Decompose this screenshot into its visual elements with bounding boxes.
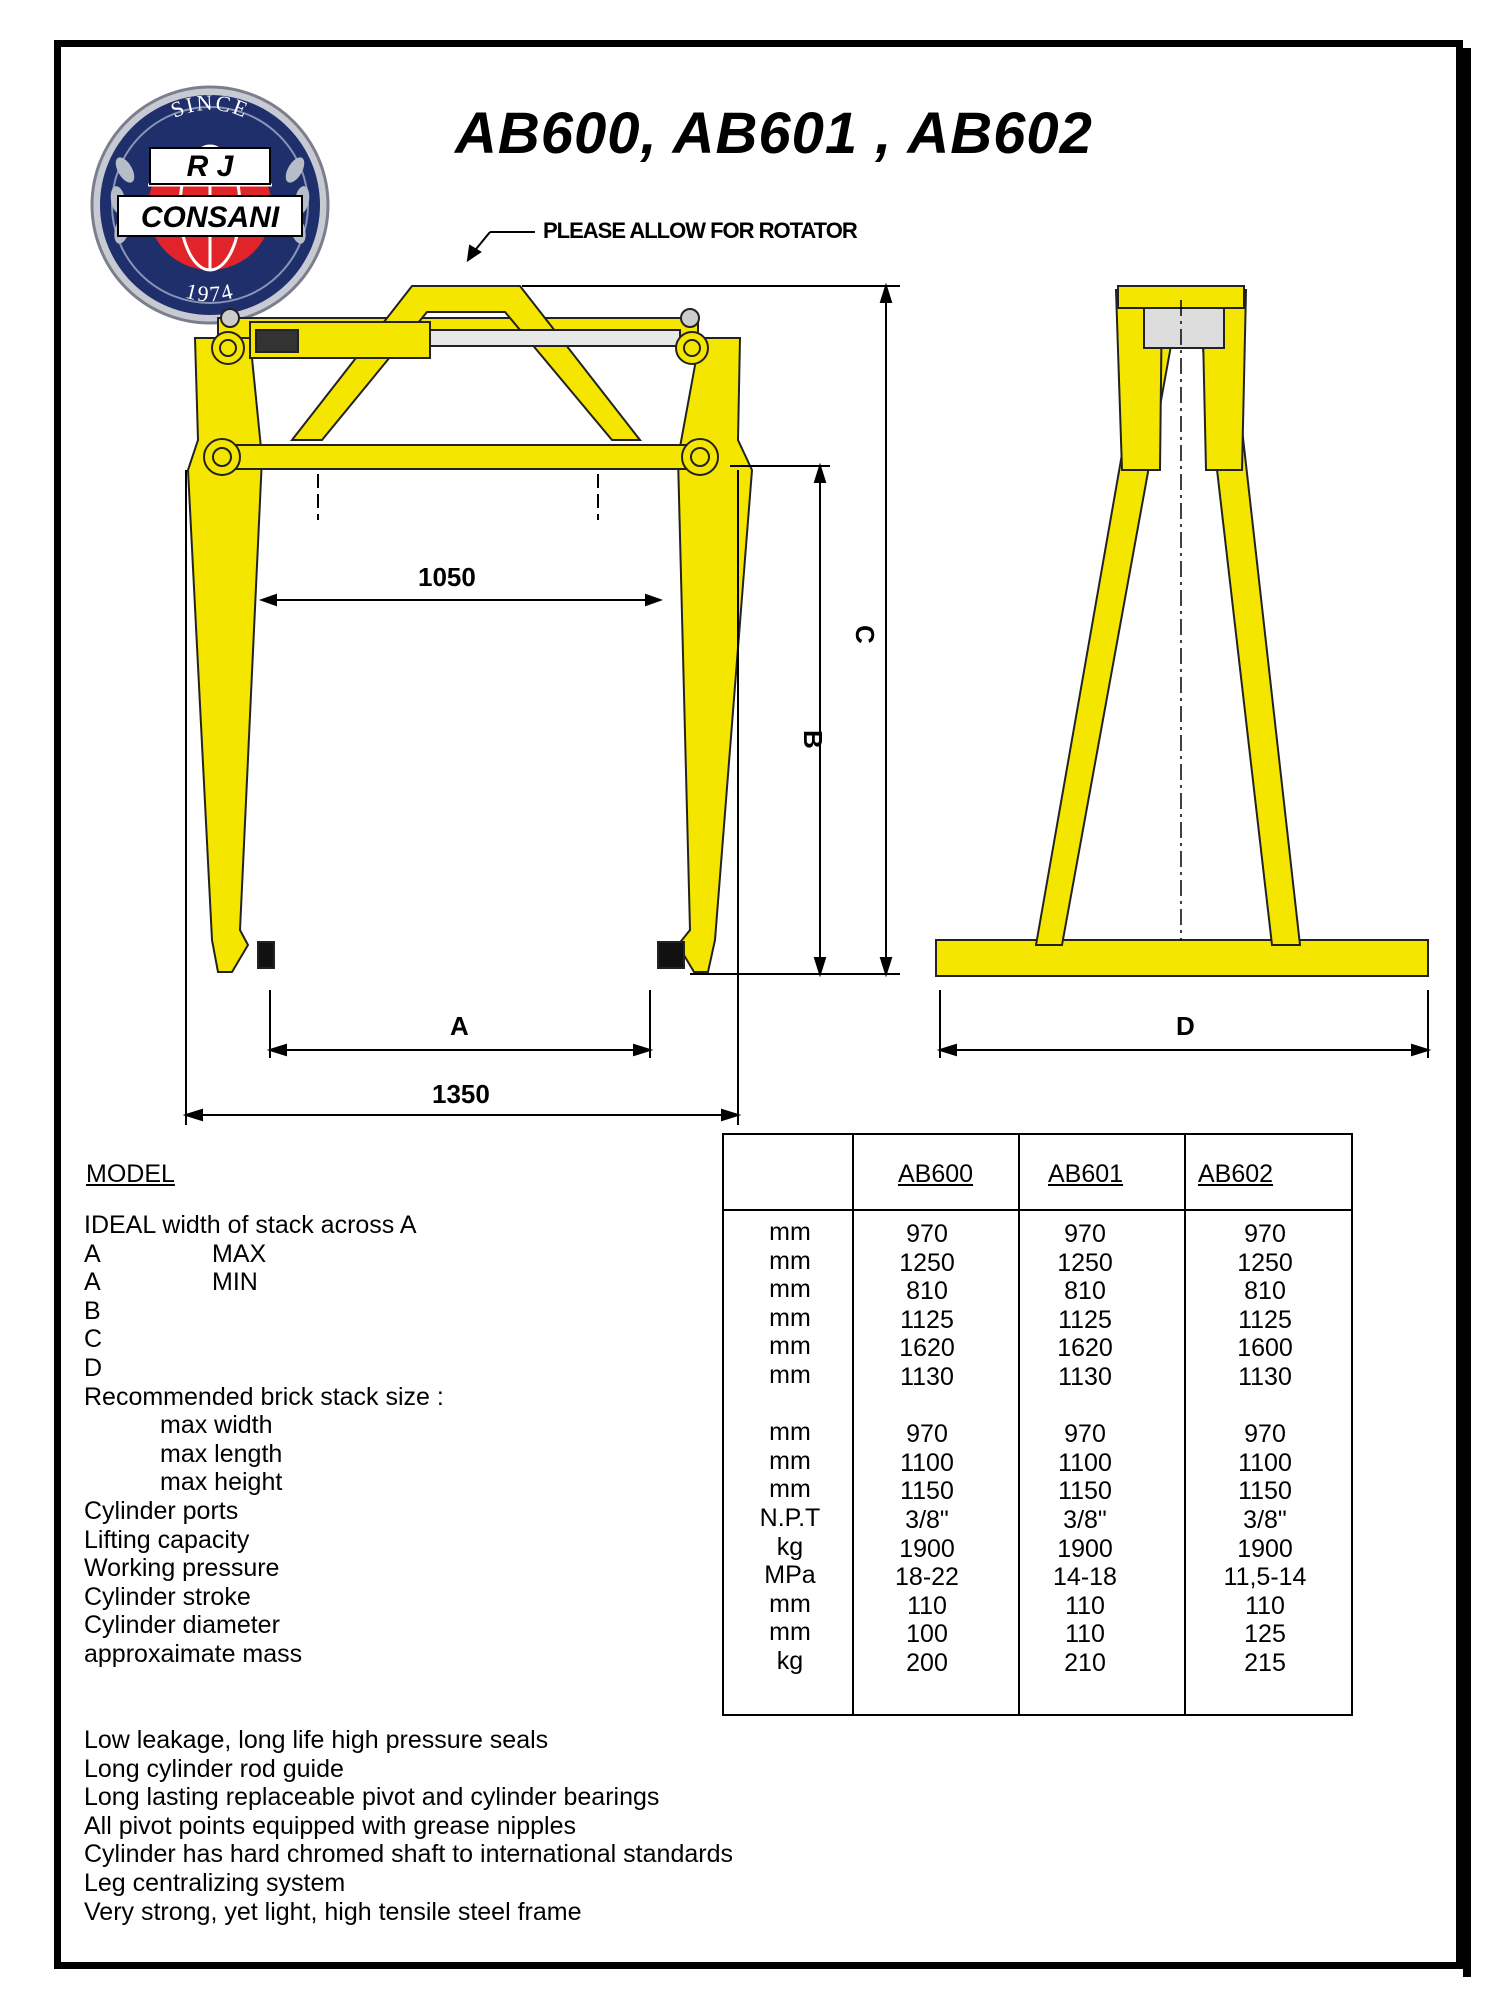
base-plate — [936, 940, 1428, 976]
model-label: MODEL — [86, 1160, 175, 1188]
feature-item: All pivot points equipped with grease nipples — [84, 1811, 576, 1840]
cylinder-end — [256, 330, 298, 352]
row-label: approxaimate mass — [84, 1639, 303, 1668]
ab600-values: 970 1250 810 1125 1620 1130 970 1100 1150 3/8" 1900 18-22 110 100 200 — [895, 1220, 959, 1677]
row-label: max width — [160, 1411, 273, 1440]
feature-list — [84, 1726, 733, 1926]
right-pad — [658, 942, 684, 968]
rotator-arrow — [468, 232, 535, 260]
model-ab602: AB602 — [1198, 1160, 1274, 1188]
page-title: AB600, AB601 , AB602 — [455, 101, 1093, 166]
table-col-divider — [852, 1133, 854, 1716]
spec-row-labels — [84, 1211, 444, 1669]
dim-c: C — [850, 625, 880, 644]
dim-a: A — [450, 1011, 469, 1041]
row-label: A MIN — [84, 1268, 258, 1297]
feature-item: Very strong, yet light, high tensile steel frame — [84, 1897, 582, 1926]
dim-d: D — [1176, 1011, 1195, 1041]
dim-b: B — [798, 730, 828, 749]
row-label: Lifting capacity — [84, 1525, 250, 1554]
logo-since: SINCE — [167, 89, 253, 123]
ab601-values: 970 1250 810 1125 1620 1130 970 1100 1150 3/8" 1900 14-18 110 110 210 — [1053, 1220, 1117, 1677]
cross-bar — [210, 445, 710, 469]
feature-item: Leg centralizing system — [84, 1868, 346, 1897]
cylinder-rod — [430, 330, 680, 346]
row-label: max height — [160, 1468, 283, 1497]
dim-1350: 1350 — [432, 1079, 490, 1109]
row-label: max length — [160, 1439, 283, 1468]
row-label: Cylinder stroke — [84, 1582, 251, 1611]
ab602-values: 970 1250 810 1125 1600 1130 970 1100 1150 3/8" 1900 11,5-14 110 125 215 — [1223, 1220, 1307, 1677]
row-label: Working pressure — [84, 1554, 280, 1583]
row-label: Cylinder ports — [84, 1496, 239, 1525]
feature-item: Low leakage, long life high pressure seals — [84, 1726, 549, 1754]
row-label: B — [84, 1296, 101, 1325]
row-label: C — [84, 1325, 103, 1354]
left-arm — [188, 338, 262, 972]
row-label: D — [84, 1353, 103, 1382]
row-label: Recommended brick stack size : — [84, 1382, 444, 1411]
dim-1050: 1050 — [418, 562, 476, 592]
rotator-note: PLEASE ALLOW FOR ROTATOR — [543, 218, 857, 243]
feature-item: Long cylinder rod guide — [84, 1754, 344, 1783]
feature-item: Long lasting replaceable pivot and cylinder bearings — [84, 1783, 660, 1812]
logo-year: 1974 — [183, 277, 237, 307]
row-label: A MAX — [84, 1239, 267, 1268]
feature-item: Cylinder has hard chromed shaft to international standards — [84, 1840, 733, 1869]
model-ab600: AB600 — [898, 1160, 974, 1188]
model-ab601: AB601 — [1048, 1160, 1124, 1188]
rotator-block — [1144, 308, 1224, 348]
row-label: IDEAL width of stack across A — [84, 1211, 417, 1239]
table-col-divider — [1184, 1133, 1186, 1716]
logo-consani: CONSANI — [140, 201, 280, 234]
left-pad — [258, 942, 274, 968]
table-col-divider — [1018, 1133, 1020, 1716]
row-label: Cylinder diameter — [84, 1611, 280, 1640]
units-column: mm mm mm mm mm mm mm mm mm N.P.T kg MPa mm mm kg — [759, 1218, 821, 1675]
table-header-divider — [722, 1209, 1353, 1211]
front-view — [188, 286, 752, 972]
side-view — [936, 286, 1428, 976]
triangular-frame — [292, 286, 640, 440]
logo-rj: R J — [186, 150, 234, 183]
right-arm — [678, 338, 752, 972]
